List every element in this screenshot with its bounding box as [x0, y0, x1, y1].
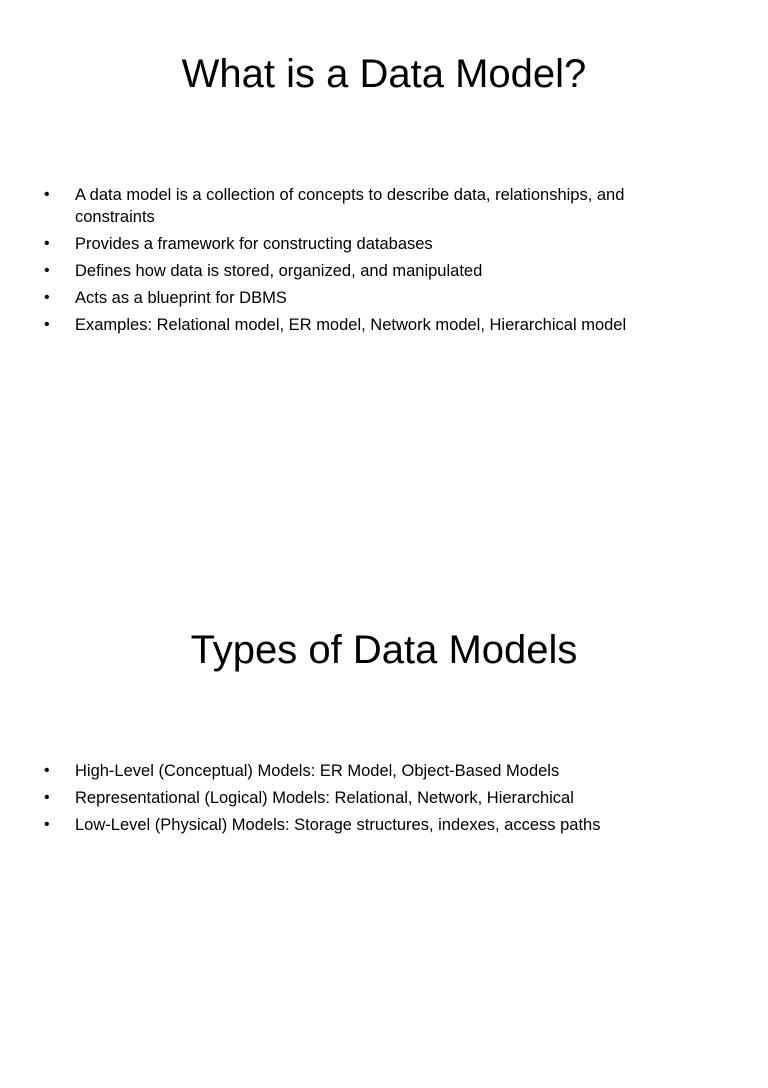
- bullet-icon: •: [44, 262, 50, 279]
- bullet-text: Examples: Relational model, ER model, Network model, Hierarchical model: [75, 316, 627, 334]
- slide-title: What is a Data Model?: [181, 52, 587, 96]
- bullet-icon: •: [44, 235, 50, 252]
- bullet-item: [44, 184, 684, 228]
- bullet-icon: •: [44, 186, 50, 203]
- bullet-text: A data model is a collection of concepts to describe data, relationships, and constraints: [75, 186, 625, 226]
- bullet-item: [44, 814, 684, 836]
- bullet-text: High-Level (Conceptual) Models: ER Model, Object-Based Models: [75, 762, 560, 780]
- bullet-item: [44, 260, 684, 282]
- bullet-list: [44, 760, 684, 841]
- bullet-item: [44, 314, 684, 336]
- bullet-list: [44, 184, 684, 341]
- bullet-text: Defines how data is stored, organized, and manipulated: [75, 262, 483, 280]
- bullet-icon: •: [44, 316, 50, 333]
- slide-what-is-data-model: [0, 0, 768, 512]
- bullet-icon: •: [44, 816, 50, 833]
- bullet-text: Acts as a blueprint for DBMS: [75, 289, 287, 307]
- bullet-item: [44, 287, 684, 309]
- slide-types-of-data-models: [0, 576, 768, 1088]
- slide-title: Types of Data Models: [190, 628, 578, 672]
- bullet-item: [44, 233, 684, 255]
- bullet-text: Provides a framework for constructing databases: [75, 235, 433, 253]
- bullet-icon: •: [44, 289, 50, 306]
- bullet-text: Low-Level (Physical) Models: Storage structures, indexes, access paths: [75, 816, 601, 834]
- bullet-item: [44, 787, 684, 809]
- bullet-icon: •: [44, 762, 50, 779]
- bullet-icon: •: [44, 789, 50, 806]
- bullet-text: Representational (Logical) Models: Relational, Network, Hierarchical: [75, 789, 574, 807]
- bullet-item: [44, 760, 684, 782]
